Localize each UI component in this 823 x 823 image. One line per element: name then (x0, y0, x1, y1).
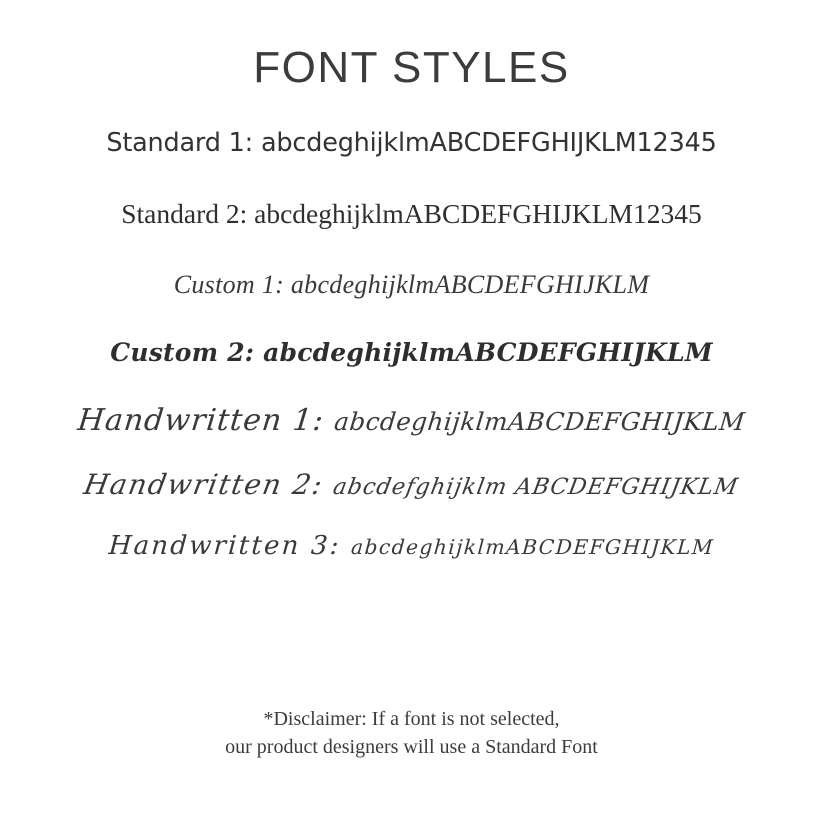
font-sample-glyphs: abcdeghijklmABCDEFGHIJKLM (350, 535, 715, 559)
font-sample-handwritten-2 (0, 468, 823, 501)
font-sample-glyphs: abcdefghijklm ABCDEFGHIJKLM (331, 474, 741, 500)
font-sample-list (0, 128, 823, 587)
font-sample-glyphs: abcdeghijklmABCDEFGHIJKLM12345 (254, 198, 702, 229)
font-sample-custom-2 (0, 338, 823, 367)
font-sample-label: Custom 1: (173, 270, 291, 299)
font-sample-custom-1 (0, 270, 823, 300)
page-title: FONT STYLES (253, 43, 570, 92)
font-sample-label: Standard 1: (106, 128, 261, 158)
font-sample-standard-2 (0, 198, 823, 230)
font-sample-standard-1 (0, 128, 823, 158)
disclaimer (0, 705, 823, 761)
font-sample-glyphs: abcdeghijklmABCDEFGHIJKLM (290, 270, 650, 299)
font-sample-label: Handwritten 1: (76, 403, 337, 438)
font-sample-glyphs: abcdeghijklmABCDEFGHIJKLM (332, 407, 747, 436)
font-sample-label: Handwritten 3: (107, 531, 353, 561)
disclaimer-line-1: *Disclaimer: If a font is not selected, (263, 708, 560, 730)
font-sample-label: Custom 2: (110, 338, 264, 367)
disclaimer-line-2: our product designers will use a Standard Font (225, 736, 598, 758)
font-sample-glyphs: abcdeghijklmABCDEFGHIJKLM12345 (260, 128, 717, 158)
font-sample-handwritten-1 (0, 403, 823, 438)
font-sample-label: Standard 2: (121, 198, 255, 229)
font-sample-label: Handwritten 2: (81, 468, 337, 501)
font-sample-glyphs: abcdeghijklmABCDEFGHIJKLM (263, 338, 713, 367)
font-sample-handwritten-3 (0, 531, 823, 561)
